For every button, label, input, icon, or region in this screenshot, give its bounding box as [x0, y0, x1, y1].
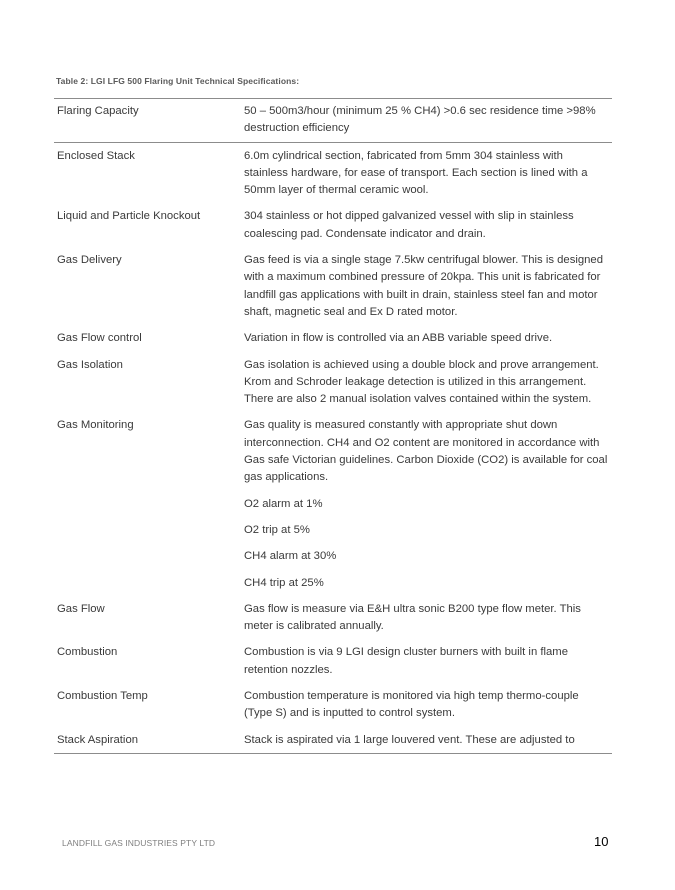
table-row: [54, 639, 612, 683]
table-row: [54, 596, 612, 640]
spec-value: [244, 644, 612, 679]
table-row: [54, 683, 612, 727]
spec-value-paragraph: Variation in flow is controlled via an ABB variable speed drive.: [244, 332, 553, 345]
spec-value: [244, 252, 612, 321]
spec-value: [244, 148, 612, 200]
table-row: [54, 325, 612, 351]
spec-label: Combustion Temp: [57, 690, 148, 703]
spec-value: [244, 330, 612, 347]
spec-value-paragraph: Gas flow is measure via E&H ultra sonic B200 type flow meter. This meter is calibrated annually.: [244, 602, 581, 633]
table-row: [54, 99, 612, 143]
spec-value: [244, 103, 612, 138]
spec-label: Gas Monitoring: [57, 419, 134, 432]
spec-value: [244, 357, 612, 409]
table-row: [54, 247, 612, 325]
spec-value-paragraph: O2 trip at 5%: [244, 523, 310, 536]
table-row: [54, 412, 612, 595]
spec-value-paragraph: 50 – 500m3/hour (minimum 25 % CH4) >0.6 sec residence time >98% destruction efficiency: [244, 105, 596, 135]
page-number: 10: [594, 834, 609, 849]
spec-value-paragraph: Combustion temperature is monitored via high temp thermo-couple (Type S) and is inputted to control system.: [244, 690, 579, 720]
specifications-table: [54, 98, 612, 754]
table-row: [54, 727, 612, 753]
footer-company-name: LANDFILL GAS INDUSTRIES PTY LTD: [62, 838, 216, 848]
spec-value: [244, 208, 612, 243]
table-caption: Table 2: LGI LFG 500 Flaring Unit Technical Specifications:: [56, 76, 300, 86]
spec-value-paragraph: Combustion is via 9 LGI design cluster burners with built in flame retention nozzles.: [244, 646, 568, 676]
spec-label: Enclosed Stack: [57, 149, 135, 162]
spec-value: [244, 601, 612, 636]
spec-value-paragraph: Gas isolation is achieved using a double block and prove arrangement. Krom and Schroder leakage detection is utilized in this arrangement. There are also 2 manual isolation valves contained within the system.: [244, 358, 599, 406]
spec-value-paragraph: O2 alarm at 1%: [244, 497, 323, 510]
spec-label: Gas Delivery: [57, 254, 122, 267]
spec-value-paragraph: CH4 alarm at 30%: [244, 550, 337, 563]
table-row: [54, 143, 612, 204]
spec-label: Gas Flow: [57, 602, 105, 615]
spec-label: Flaring Capacity: [57, 105, 139, 117]
spec-value-paragraph: Stack is aspirated via 1 large louvered vent. These are adjusted to: [244, 733, 575, 746]
spec-value-paragraph: 6.0m cylindrical section, fabricated from 5mm 304 stainless with stainless hardware, for ease of transport. Each section is lined with a 50mm layer of thermal ceramic wool.: [244, 149, 588, 197]
spec-value: [244, 417, 612, 591]
spec-value: [244, 688, 612, 723]
spec-label: Stack Aspiration: [57, 733, 139, 746]
spec-value-paragraph: Gas quality is measured constantly with appropriate shut down interconnection. CH4 and O2 content are monitored in accordance with Gas safe Victorian guidelines. Carbon Dioxide (CO2) is available for coal gas applications.: [244, 419, 608, 484]
spec-label: Gas Flow control: [57, 332, 142, 345]
spec-value-paragraph: Gas feed is via a single stage 7.5kw centrifugal blower. This is designed with a maximum combined pressure of 20kpa. This unit is fabricated for landfill gas applications with built in drain, stainless steel fan and motor shaft, magnetic seal and Ex D rated motor.: [244, 254, 603, 318]
spec-label: Liquid and Particle Knockout: [57, 210, 201, 223]
spec-label: Gas Isolation: [57, 358, 123, 371]
table-row: [54, 352, 612, 413]
spec-value-paragraph: CH4 trip at 25%: [244, 576, 324, 589]
spec-value-paragraph: 304 stainless or hot dipped galvanized vessel with slip in stainless coalescing pad. Condensate indicator and drain.: [244, 210, 574, 240]
spec-value: [244, 732, 612, 749]
table-row: [54, 203, 612, 247]
spec-label: Combustion: [57, 646, 118, 659]
